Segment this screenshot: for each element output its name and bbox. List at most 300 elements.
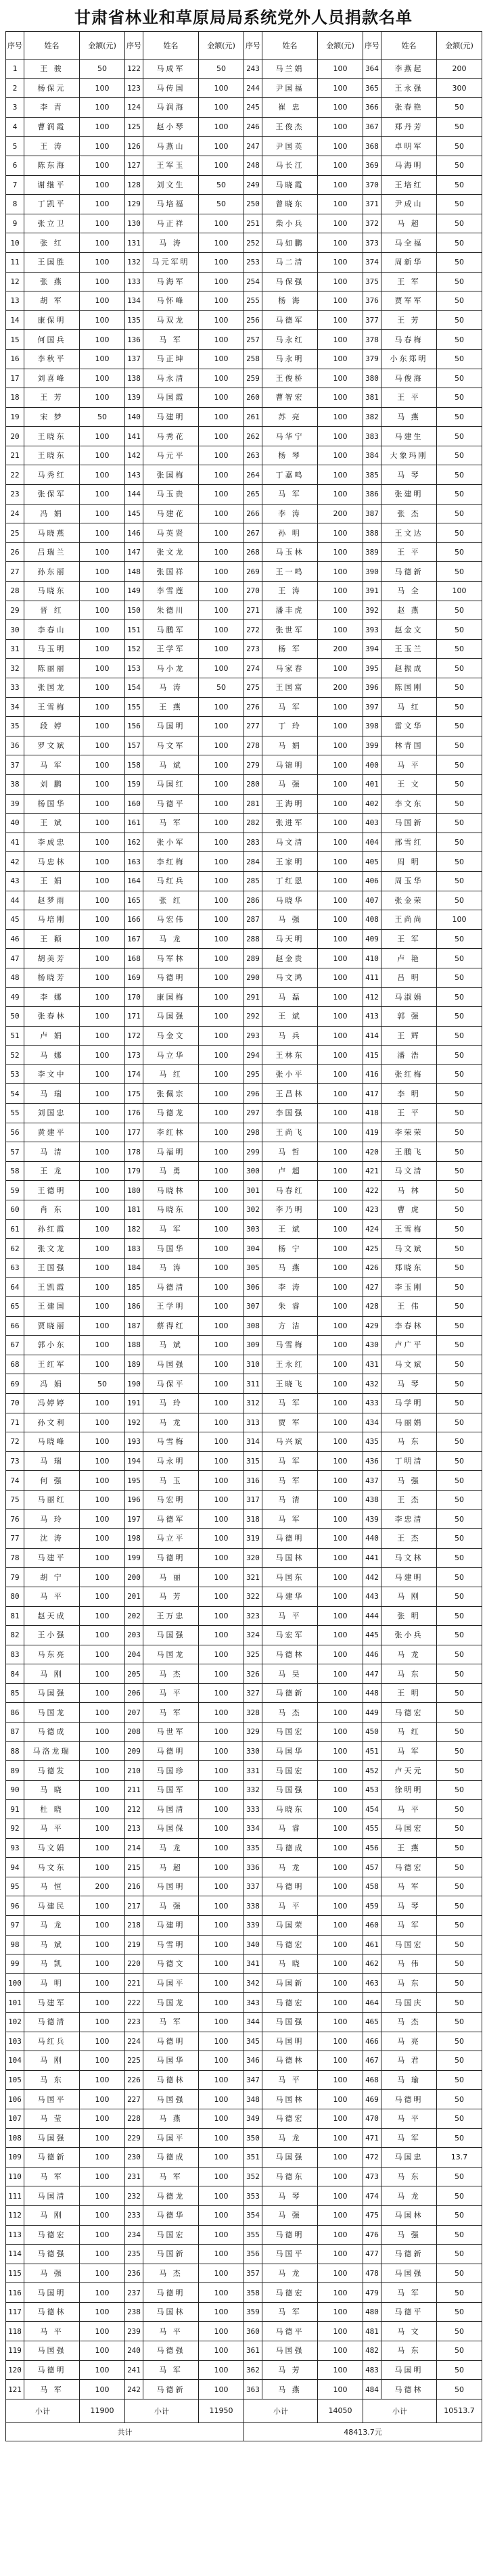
cell-no: 140: [125, 407, 143, 427]
cell-no: 35: [6, 717, 24, 736]
cell-name: 马宏军: [262, 1626, 318, 1645]
cell-name: 马 刚: [381, 1587, 437, 1606]
cell-no: 230: [125, 2148, 143, 2168]
cell-name: 马俊海: [381, 369, 437, 388]
cell-amount: 50: [437, 1819, 482, 1839]
cell-no: 353: [244, 2186, 262, 2206]
cell-name: 苏 亮: [262, 407, 318, 427]
cell-name: 赵 燕: [381, 601, 437, 620]
cell-name: 马 龙: [143, 929, 199, 949]
cell-no: 310: [244, 1355, 262, 1374]
cell-name: 马德清: [24, 2012, 80, 2032]
table-row: [6, 949, 482, 968]
table-row: [6, 1548, 482, 1568]
cell-amount: 100: [318, 968, 363, 987]
cell-amount: 100: [318, 717, 363, 736]
cell-no: 472: [363, 2148, 381, 2168]
cell-name: 李国强: [262, 1104, 318, 1123]
cell-no: 258: [244, 349, 262, 369]
table-row: [6, 1200, 482, 1220]
cell-amount: 100: [318, 407, 363, 427]
cell-amount: 50: [437, 465, 482, 485]
cell-name: 马 刚: [24, 2205, 80, 2225]
cell-name: 马 勇: [143, 1161, 199, 1181]
cell-name: 马国荣: [262, 1916, 318, 1936]
cell-no: 458: [363, 1877, 381, 1896]
cell-amount: 50: [437, 2283, 482, 2303]
cell-name: 曹智宏: [262, 388, 318, 408]
cell-no: 63: [6, 1258, 24, 1278]
cell-no: 451: [363, 1741, 381, 1761]
cell-amount: 50: [199, 60, 244, 79]
cell-amount: 100: [199, 1374, 244, 1394]
cell-name: 马 斌: [24, 1935, 80, 1954]
table-row: [6, 774, 482, 794]
cell-name: 马 刚: [24, 1664, 80, 1684]
cell-no: 175: [125, 1084, 143, 1104]
cell-name: 马文斌: [381, 1239, 437, 1259]
cell-amount: 100: [199, 562, 244, 582]
cell-name: 马德平: [143, 794, 199, 814]
cell-amount: 50: [437, 330, 482, 350]
cell-amount: 100: [318, 2360, 363, 2380]
cell-name: 小东郑明: [381, 349, 437, 369]
cell-amount: 100: [80, 1451, 125, 1471]
cell-amount: 100: [199, 1297, 244, 1317]
cell-amount: 50: [437, 659, 482, 678]
cell-amount: 100: [199, 1181, 244, 1200]
cell-name: 冯婷婷: [24, 1393, 80, 1413]
table-row: [6, 1471, 482, 1491]
cell-amount: 200: [318, 639, 363, 659]
cell-no: 428: [363, 1297, 381, 1317]
cell-amount: 100: [199, 2167, 244, 2186]
cell-amount: 100: [199, 1393, 244, 1413]
cell-name: 柴小兵: [262, 214, 318, 233]
cell-no: 480: [363, 2302, 381, 2322]
cell-amount: 100: [318, 949, 363, 968]
cell-amount: 100: [199, 910, 244, 930]
cell-amount: 50: [437, 774, 482, 794]
cell-amount: 100: [199, 582, 244, 601]
cell-amount: 100: [80, 349, 125, 369]
cell-name: 马 平: [24, 1819, 80, 1839]
cell-name: 王 芳: [24, 388, 80, 408]
cell-name: 马德龙: [143, 1104, 199, 1123]
cell-name: 马 军: [24, 755, 80, 775]
cell-amount: 100: [80, 2148, 125, 2168]
cell-no: 9: [6, 214, 24, 233]
cell-no: 367: [363, 117, 381, 137]
cell-no: 95: [6, 1877, 24, 1896]
cell-name: 贾 军: [262, 1413, 318, 1432]
table-row: [6, 310, 482, 330]
cell-name: 马建平: [24, 1548, 80, 1568]
cell-amount: 100: [199, 1239, 244, 1259]
cell-name: 陈国刚: [381, 678, 437, 698]
cell-no: 90: [6, 1780, 24, 1800]
cell-amount: 100: [199, 330, 244, 350]
cell-amount: 50: [437, 1683, 482, 1703]
cell-name: 王 军: [381, 272, 437, 291]
cell-no: 279: [244, 755, 262, 775]
table-row: [6, 2360, 482, 2380]
cell-amount: 100: [318, 2302, 363, 2322]
cell-no: 469: [363, 2090, 381, 2109]
cell-amount: 100: [199, 774, 244, 794]
cell-name: 张佩宗: [143, 1084, 199, 1104]
cell-no: 2: [6, 78, 24, 98]
cell-name: 王海明: [262, 794, 318, 814]
cell-no: 278: [244, 736, 262, 755]
cell-name: 马 强: [24, 2264, 80, 2283]
cell-amount: 100: [80, 1973, 125, 1993]
table-row: [6, 272, 482, 291]
cell-no: 92: [6, 1819, 24, 1839]
cell-name: 马锦明: [262, 755, 318, 775]
cell-name: 马德林: [262, 1645, 318, 1664]
cell-no: 341: [244, 1954, 262, 1974]
cell-name: 丁红恩: [262, 871, 318, 891]
cell-no: 31: [6, 639, 24, 659]
cell-no: 121: [6, 2380, 24, 2399]
cell-name: 马德明: [262, 2225, 318, 2245]
cell-no: 225: [125, 2051, 143, 2071]
cell-amount: 100: [80, 2109, 125, 2128]
cell-no: 256: [244, 310, 262, 330]
cell-amount: 100: [199, 117, 244, 137]
cell-name: 马国华: [143, 2051, 199, 2071]
cell-name: 卢天元: [381, 1761, 437, 1781]
cell-no: 118: [6, 2322, 24, 2341]
cell-amount: 100: [199, 2380, 244, 2399]
cell-amount: 50: [437, 1645, 482, 1664]
cell-no: 280: [244, 774, 262, 794]
cell-amount: 100: [80, 156, 125, 175]
table-row: [6, 1297, 482, 1317]
cell-name: 卢广平: [381, 1336, 437, 1355]
cell-amount: 100: [318, 2148, 363, 2168]
cell-name: 晋 红: [24, 601, 80, 620]
cell-name: 宋 梦: [24, 407, 80, 427]
cell-no: 267: [244, 523, 262, 543]
cell-name: 马元平: [143, 446, 199, 465]
cell-no: 344: [244, 2012, 262, 2032]
cell-amount: 100: [318, 1355, 363, 1374]
cell-amount: 100: [199, 2360, 244, 2380]
cell-name: 王永红: [262, 1355, 318, 1374]
cell-name: 王 伟: [381, 1297, 437, 1317]
cell-name: 王小强: [24, 1626, 80, 1645]
cell-name: 郑丹芳: [381, 117, 437, 137]
cell-amount: 100: [199, 1916, 244, 1936]
cell-name: 王晓东: [24, 446, 80, 465]
cell-name: 张保军: [24, 485, 80, 505]
cell-amount: 50: [437, 1664, 482, 1684]
cell-no: 185: [125, 1278, 143, 1297]
cell-no: 211: [125, 1780, 143, 1800]
cell-name: 马文清: [381, 1161, 437, 1181]
cell-amount: 100: [318, 369, 363, 388]
cell-no: 8: [6, 195, 24, 214]
table-row: [6, 1451, 482, 1471]
table-row: [6, 601, 482, 620]
cell-no: 82: [6, 1626, 24, 1645]
cell-no: 138: [125, 369, 143, 388]
cell-no: 374: [363, 252, 381, 272]
header-name: 姓名: [143, 32, 199, 60]
cell-name: 马华宁: [262, 427, 318, 446]
cell-amount: 100: [199, 1529, 244, 1549]
cell-name: 王俊桥: [262, 369, 318, 388]
cell-amount: 100: [318, 485, 363, 505]
cell-amount: 100: [80, 272, 125, 291]
cell-name: 马建生: [381, 427, 437, 446]
cell-amount: 100: [318, 542, 363, 562]
cell-name: 马德清: [143, 1278, 199, 1297]
cell-name: 马 莹: [24, 2109, 80, 2128]
cell-amount: 50: [437, 1393, 482, 1413]
cell-amount: 100: [80, 1548, 125, 1568]
cell-no: 146: [125, 523, 143, 543]
cell-amount: 100: [199, 1606, 244, 1626]
cell-amount: 100: [80, 891, 125, 910]
cell-amount: 100: [199, 620, 244, 640]
table-row: [6, 214, 482, 233]
cell-name: 马国林: [381, 2205, 437, 2225]
cell-no: 141: [125, 427, 143, 446]
table-row: [6, 1954, 482, 1974]
cell-name: 段 婷: [24, 717, 80, 736]
cell-no: 64: [6, 1278, 24, 1297]
cell-no: 47: [6, 949, 24, 968]
cell-name: 马 超: [143, 1858, 199, 1877]
cell-name: 马国军: [143, 1780, 199, 1800]
cell-no: 214: [125, 1838, 143, 1858]
cell-no: 147: [125, 542, 143, 562]
table-row: [6, 1064, 482, 1084]
cell-name: 马 兵: [262, 1026, 318, 1046]
cell-no: 114: [6, 2245, 24, 2264]
cell-name: 王雪梅: [381, 1219, 437, 1239]
cell-name: 马红兵: [143, 871, 199, 891]
cell-name: 马建明: [381, 1568, 437, 1587]
cell-amount: 100: [318, 736, 363, 755]
cell-name: 崔 忠: [262, 98, 318, 118]
cell-no: 478: [363, 2264, 381, 2283]
cell-no: 200: [125, 1568, 143, 1587]
cell-no: 91: [6, 1800, 24, 1819]
cell-name: 杨保元: [24, 78, 80, 98]
cell-no: 447: [363, 1664, 381, 1684]
cell-amount: 100: [80, 1413, 125, 1432]
cell-name: 马 军: [143, 330, 199, 350]
cell-amount: 100: [199, 1568, 244, 1587]
cell-name: 马国宏: [262, 1761, 318, 1781]
cell-no: 160: [125, 794, 143, 814]
cell-amount: 50: [437, 1374, 482, 1394]
cell-no: 272: [244, 620, 262, 640]
cell-name: 吕 明: [381, 968, 437, 987]
cell-amount: 100: [80, 1993, 125, 2013]
cell-no: 11: [6, 252, 24, 272]
cell-no: 124: [125, 98, 143, 118]
cell-name: 马德新: [262, 1683, 318, 1703]
cell-name: 王红军: [24, 1355, 80, 1374]
cell-no: 127: [125, 156, 143, 175]
cell-name: 马国强: [24, 2128, 80, 2148]
cell-no: 275: [244, 678, 262, 698]
cell-no: 330: [244, 1741, 262, 1761]
cell-amount: 50: [437, 504, 482, 523]
cell-no: 111: [6, 2186, 24, 2206]
cell-name: 马 平: [24, 2322, 80, 2341]
cell-amount: 50: [437, 252, 482, 272]
cell-no: 112: [6, 2205, 24, 2225]
cell-no: 328: [244, 1703, 262, 1723]
cell-name: 马保平: [143, 1374, 199, 1394]
cell-name: 刘 鹏: [24, 774, 80, 794]
cell-name: 马保强: [262, 272, 318, 291]
cell-no: 69: [6, 1374, 24, 1394]
cell-no: 180: [125, 1181, 143, 1200]
cell-name: 马 龙: [262, 1858, 318, 1877]
cell-name: 张立卫: [24, 214, 80, 233]
cell-name: 徐明明: [381, 1780, 437, 1800]
cell-no: 46: [6, 929, 24, 949]
cell-name: 马 平: [262, 1606, 318, 1626]
cell-amount: 100: [199, 2148, 244, 2168]
cell-amount: 100: [318, 929, 363, 949]
cell-amount: 100: [318, 1606, 363, 1626]
cell-no: 94: [6, 1858, 24, 1877]
cell-no: 459: [363, 1896, 381, 1916]
cell-no: 71: [6, 1413, 24, 1432]
cell-no: 120: [6, 2360, 24, 2380]
table-row: [6, 620, 482, 640]
cell-name: 马成军: [143, 60, 199, 79]
cell-name: 罗文斌: [24, 736, 80, 755]
cell-name: 周玉华: [381, 871, 437, 891]
cell-no: 474: [363, 2186, 381, 2206]
cell-no: 145: [125, 504, 143, 523]
cell-name: 李 涛: [262, 504, 318, 523]
cell-name: 马鹏军: [143, 620, 199, 640]
cell-name: 尹国福: [262, 78, 318, 98]
cell-amount: 100: [199, 156, 244, 175]
cell-amount: 100: [80, 1200, 125, 1220]
cell-no: 436: [363, 1451, 381, 1471]
table-row: [6, 1858, 482, 1877]
cell-name: 马国强: [143, 2090, 199, 2109]
cell-no: 106: [6, 2090, 24, 2109]
cell-amount: 50: [437, 1509, 482, 1529]
cell-amount: 100: [80, 659, 125, 678]
cell-name: 马 强: [262, 910, 318, 930]
cell-amount: 100: [318, 2167, 363, 2186]
cell-name: 马德文: [143, 1954, 199, 1974]
cell-no: 196: [125, 1490, 143, 1509]
cell-no: 268: [244, 542, 262, 562]
cell-amount: 50: [437, 1161, 482, 1181]
cell-no: 222: [125, 1993, 143, 2013]
cell-no: 380: [363, 369, 381, 388]
cell-amount: 100: [199, 1064, 244, 1084]
cell-amount: 100: [80, 1664, 125, 1684]
cell-name: 马国新: [143, 2245, 199, 2264]
cell-amount: 50: [437, 2380, 482, 2399]
cell-amount: 50: [437, 175, 482, 195]
table-row: [6, 736, 482, 755]
page-title: 甘肃省林业和草原局局系统党外人员捐款名单: [74, 7, 413, 27]
cell-no: 110: [6, 2167, 24, 2186]
cell-name: 马 芳: [262, 2360, 318, 2380]
cell-amount: 50: [437, 1200, 482, 1220]
cell-amount: 50: [437, 2341, 482, 2361]
cell-name: 张红梅: [381, 1064, 437, 1084]
cell-amount: 100: [80, 427, 125, 446]
cell-no: 376: [363, 291, 381, 311]
cell-no: 414: [363, 1026, 381, 1046]
cell-no: 449: [363, 1703, 381, 1723]
cell-amount: 100: [199, 465, 244, 485]
cell-no: 396: [363, 678, 381, 698]
cell-amount: 50: [437, 2128, 482, 2148]
table-row: [6, 1683, 482, 1703]
cell-no: 357: [244, 2264, 262, 2283]
cell-amount: 100: [80, 2090, 125, 2109]
cell-amount: 50: [437, 1471, 482, 1491]
cell-name: 马 军: [262, 485, 318, 505]
cell-amount: 50: [437, 349, 482, 369]
cell-no: 315: [244, 1451, 262, 1471]
cell-no: 25: [6, 523, 24, 543]
cell-no: 277: [244, 717, 262, 736]
cell-no: 99: [6, 1954, 24, 1974]
cell-name: 曾晓东: [262, 195, 318, 214]
cell-name: 马 军: [262, 1451, 318, 1471]
cell-amount: 50: [437, 2090, 482, 2109]
cell-amount: 100: [80, 2205, 125, 2225]
cell-name: 丁 玲: [262, 717, 318, 736]
cell-name: 王 颖: [24, 929, 80, 949]
cell-name: 张 燕: [24, 272, 80, 291]
cell-no: 1: [6, 60, 24, 79]
cell-amount: 50: [437, 794, 482, 814]
table-row: [6, 755, 482, 775]
cell-no: 345: [244, 2032, 262, 2051]
cell-amount: 100: [318, 1026, 363, 1046]
cell-amount: 100: [199, 252, 244, 272]
cell-amount: 100: [199, 1413, 244, 1432]
cell-name: 马永明: [262, 349, 318, 369]
cell-amount: 100: [318, 60, 363, 79]
cell-amount: 100: [318, 1219, 363, 1239]
cell-amount: 50: [437, 1123, 482, 1142]
cell-no: 423: [363, 1200, 381, 1220]
cell-amount: 100: [80, 1819, 125, 1839]
cell-amount: 100: [199, 310, 244, 330]
table-row: [6, 427, 482, 446]
cell-amount: 50: [437, 1800, 482, 1819]
cell-name: 大象玛刚: [381, 446, 437, 465]
cell-amount: 50: [437, 2109, 482, 2128]
table-row: [6, 852, 482, 872]
cell-name: 曹 虎: [381, 1200, 437, 1220]
cell-no: 291: [244, 987, 262, 1007]
cell-name: 马传国: [143, 78, 199, 98]
cell-name: 卢 艳: [381, 949, 437, 968]
